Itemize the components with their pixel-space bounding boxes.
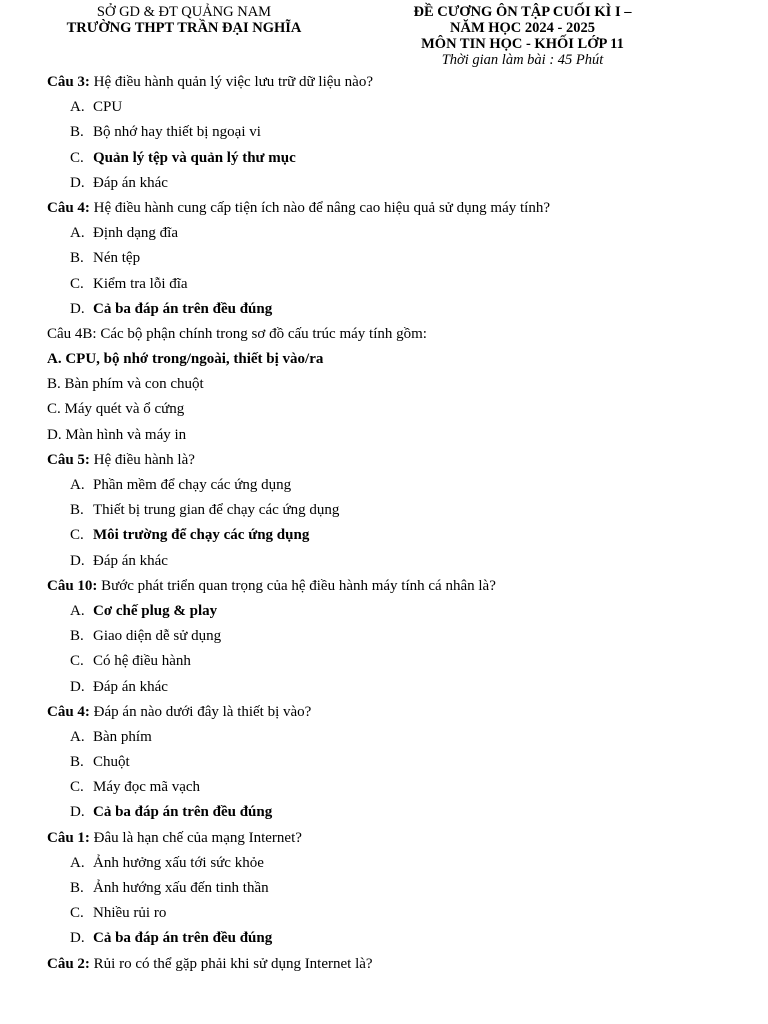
answer-option [47, 221, 747, 246]
answer-option [47, 246, 747, 271]
answer-option [47, 372, 747, 397]
option-text: Thiết bị trung gian để chạy các ứng dụng [93, 502, 340, 519]
answer-option [47, 95, 747, 120]
option-letter: A. [70, 225, 85, 242]
option-letter: B. [70, 502, 84, 519]
option-text-correct: Cả ba đáp án trên đều đúng [93, 804, 273, 821]
option-letter: B. [70, 628, 84, 645]
question-stem [47, 70, 747, 95]
option-letter: B. [70, 754, 84, 771]
answer-option [47, 750, 747, 775]
option-text: Nén tệp [93, 250, 141, 267]
answer-option [47, 523, 747, 548]
answer-option [47, 120, 747, 145]
option-text: Đáp án khác [93, 552, 168, 569]
answer-option [47, 725, 747, 750]
document-title: ĐỀ CƯƠNG ÔN TẬP CUỐI KÌ I – [413, 4, 632, 20]
question-text: Câu 4B: Các bộ phận chính trong sơ đồ cấu trúc máy tính gồm: [47, 325, 427, 342]
question-stem [47, 196, 747, 221]
option-letter: C. [70, 527, 84, 544]
question-number: Câu 2: [47, 955, 90, 972]
question-text: Đâu là hạn chế của mạng Internet? [89, 829, 302, 846]
option-text-correct: Môi trường để chạy các ứng dụng [93, 527, 310, 544]
question-number: Câu 4: [47, 703, 90, 720]
question-list [47, 70, 747, 977]
option-text: Kiểm tra lỗi đĩa [93, 275, 188, 292]
answer-option [47, 347, 747, 372]
option-text: Ảnh hướng xấu đến tinh thần [93, 880, 269, 896]
option-text: Định dạng đĩa [93, 225, 178, 242]
option-text-correct: Quản lý tệp và quản lý thư mục [93, 149, 296, 166]
option-letter: B. [70, 250, 84, 267]
option-letter: C. [70, 149, 84, 166]
question-number: Câu 1: [47, 829, 90, 846]
header-left [60, 4, 308, 36]
subject-line: MÔN TIN HỌC - KHỐI LỚP 11 [421, 36, 624, 52]
option-letter: D. [70, 300, 85, 317]
answer-option [47, 876, 747, 901]
option-letter: C. [70, 653, 84, 670]
option-letter: D. [70, 552, 85, 569]
header-right [400, 4, 645, 68]
option-letter: A. [70, 477, 85, 493]
question-text: Bước phát triển quan trọng của hệ điều hành máy tính cá nhân là? [97, 577, 496, 594]
option-text: D. Màn hình và máy in [47, 426, 187, 443]
answer-option [47, 599, 747, 624]
option-letter: D. [70, 174, 85, 191]
question-stem [47, 952, 747, 977]
question-number: Câu 5: [47, 451, 90, 468]
answer-option [47, 624, 747, 649]
question-stem [47, 700, 747, 725]
department-name: SỞ GD & ĐT QUẢNG NAM [96, 4, 272, 20]
option-text: Ảnh hưởng xấu tới sức khỏe [93, 854, 264, 871]
answer-option [47, 926, 747, 951]
answer-option [47, 775, 747, 800]
option-text-correct: Cả ba đáp án trên đều đúng [93, 930, 273, 947]
option-letter: C. [70, 275, 84, 292]
answer-option [47, 549, 747, 574]
option-letter: A. [70, 854, 85, 871]
answer-option [47, 297, 747, 322]
question-text: Hệ điều hành là? [89, 451, 195, 468]
answer-option [47, 800, 747, 825]
option-letter: C. [70, 905, 84, 922]
option-letter: A. [70, 602, 85, 619]
question-stem [47, 448, 747, 473]
exam-time: Thời gian làm bài : 45 Phút [441, 52, 604, 68]
answer-option [47, 851, 747, 876]
answer-option [47, 146, 747, 171]
question-stem [47, 322, 747, 347]
option-letter: D. [70, 930, 85, 947]
question-text: Hệ điều hành cung cấp tiện ích nào để nâng cao hiệu quả sử dụng máy tính? [89, 199, 550, 216]
question-number: Câu 10: [47, 577, 98, 594]
option-text: Máy đọc mã vạch [93, 779, 201, 796]
question-number: Câu 3: [47, 74, 90, 90]
option-text: Có hệ điều hành [93, 653, 191, 670]
school-year: NĂM HỌC 2024 - 2025 [450, 20, 595, 36]
option-letter: A. [70, 728, 85, 745]
option-text: Bàn phím [93, 728, 152, 745]
answer-option [47, 423, 747, 448]
option-text: Nhiều rủi ro [93, 905, 167, 922]
option-text-correct: Cơ chế plug & play [93, 602, 218, 619]
option-letter: A. [70, 99, 85, 116]
answer-option [47, 473, 747, 498]
option-text: Bộ nhớ hay thiết bị ngoại vi [93, 124, 261, 141]
answer-option [47, 171, 747, 196]
option-text-correct: Cả ba đáp án trên đều đúng [93, 300, 273, 317]
answer-option [47, 675, 747, 700]
answer-option [47, 397, 747, 422]
school-name: TRƯỜNG THPT TRẦN ĐẠI NGHĨA [66, 20, 302, 36]
answer-option [47, 498, 747, 523]
option-letter: D. [70, 804, 85, 821]
option-text: Chuột [93, 754, 130, 771]
option-text: Giao diện dễ sử dụng [93, 628, 222, 645]
option-text-correct: A. CPU, bộ nhớ trong/ngoài, thiết bị vào/ra [47, 351, 324, 368]
question-text: Hệ điều hành quản lý việc lưu trữ dữ liệu nào? [89, 74, 373, 90]
question-number: Câu 4: [47, 199, 90, 216]
option-text: Phần mềm để chạy các ứng dụng [93, 477, 292, 493]
option-text: Đáp án khác [93, 678, 168, 695]
question-stem [47, 826, 747, 851]
option-text: Đáp án khác [93, 174, 168, 191]
answer-option [47, 901, 747, 926]
option-text: CPU [93, 99, 123, 116]
question-stem [47, 574, 747, 599]
option-letter: B. [70, 124, 84, 141]
answer-option [47, 272, 747, 297]
question-text: Đáp án nào dưới đây là thiết bị vào? [89, 703, 312, 720]
option-text: B. Bàn phím và con chuột [47, 376, 204, 393]
option-letter: C. [70, 779, 84, 796]
option-text: C. Máy quét và ổ cứng [47, 401, 185, 418]
question-text: Rủi ro có thể gặp phải khi sử dụng Internet là? [89, 955, 373, 972]
answer-option [47, 649, 747, 674]
option-letter: D. [70, 678, 85, 695]
option-letter: B. [70, 880, 84, 896]
